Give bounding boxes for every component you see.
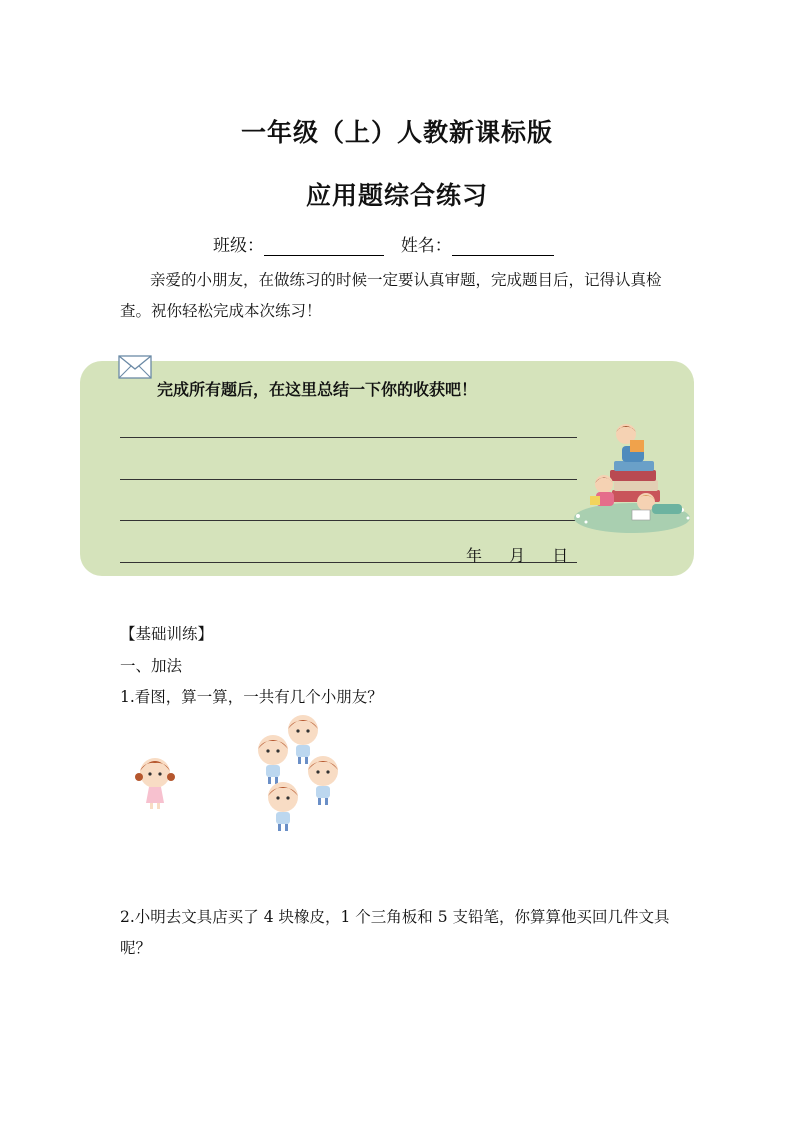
question-2: 2.小明去文具店买了 4 块橡皮，1 个三角板和 5 支铅笔，你算算他买回几件文具呢？ xyxy=(120,908,670,957)
summary-card-title: 完成所有题后，在这里总结一下你的收获吧！ xyxy=(157,380,478,399)
page-subtitle: 应用题综合练习 xyxy=(305,181,488,210)
boy-figure xyxy=(258,735,288,784)
page-title: 一年级（上）人教新课标版 xyxy=(240,118,553,147)
boy-figure xyxy=(288,715,318,764)
envelope-icon xyxy=(118,355,152,379)
writing-line[interactable] xyxy=(120,479,577,480)
name-label: 姓名： xyxy=(400,236,452,256)
date-year-label: 年 xyxy=(466,546,484,565)
date-month-label: 月 xyxy=(509,546,527,565)
name-field[interactable] xyxy=(452,237,554,256)
date-fields xyxy=(466,543,589,566)
class-label: 班级： xyxy=(213,236,264,256)
class-field[interactable] xyxy=(264,237,384,256)
date-day-label: 日 xyxy=(552,546,570,565)
boy-figure xyxy=(268,782,298,831)
intro-text: 亲爱的小朋友，在做练习的时候一定要认真审题，完成题目后，记得认真检查。祝你轻松完成本次练习！ xyxy=(120,271,662,320)
section-basic-training: 【基础训练】 xyxy=(120,625,214,643)
boy-figure xyxy=(308,756,338,805)
section-addition: 一、加法 xyxy=(120,657,183,675)
question-1: 1.看图，算一算，一共有几个小朋友？ xyxy=(120,688,383,706)
writing-line[interactable] xyxy=(120,520,577,521)
girl-figure xyxy=(135,758,175,809)
writing-line[interactable] xyxy=(120,437,577,438)
student-info xyxy=(213,231,554,256)
kids-reading-illustration xyxy=(562,420,694,538)
children-illustration xyxy=(133,715,348,833)
